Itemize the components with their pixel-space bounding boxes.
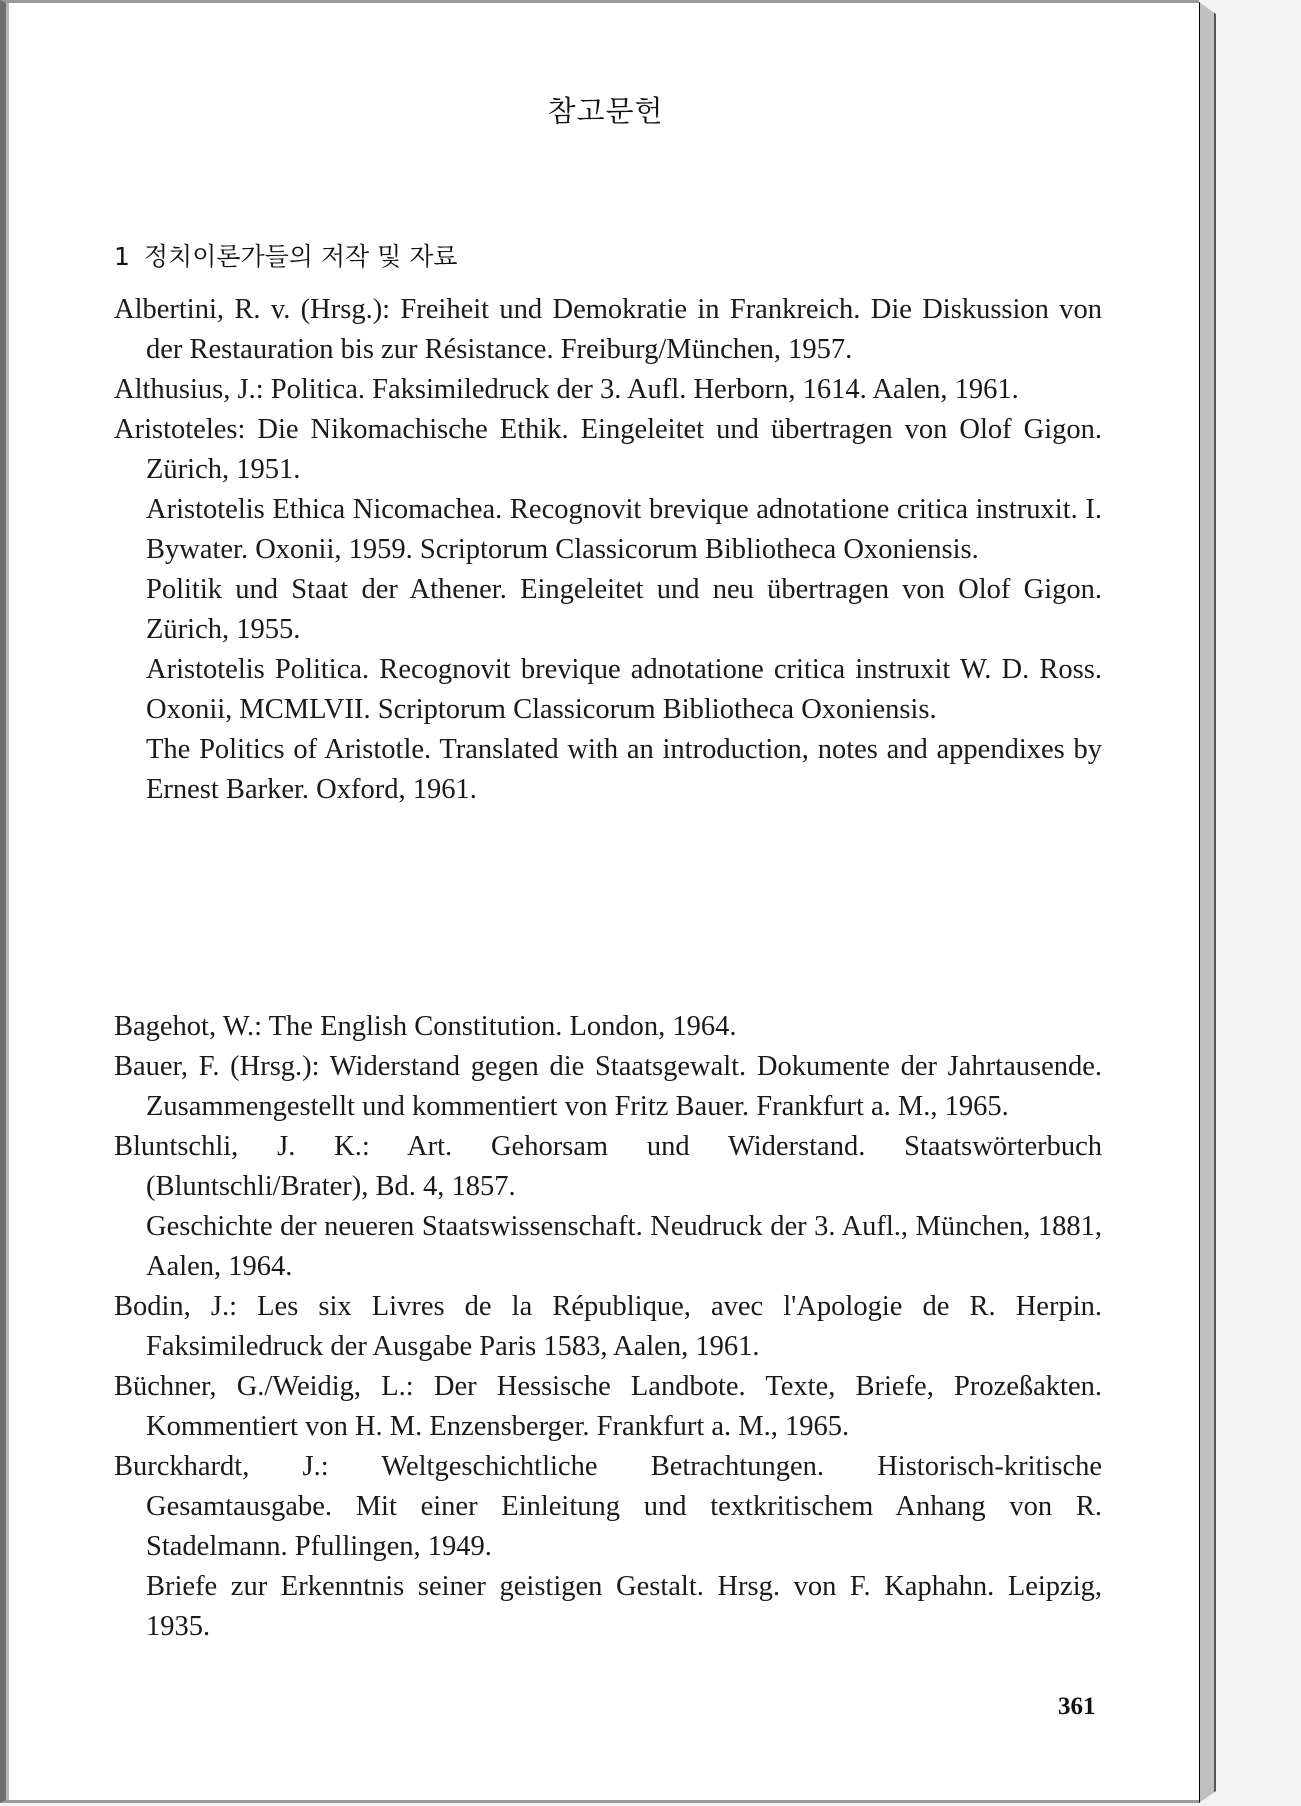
- page-number: 361: [1058, 1693, 1096, 1720]
- bib-entry-bagehot: Bagehot, W.: The English Constitution. London, 1964.: [114, 1011, 737, 1042]
- bib-entry-bodin: Bodin, J.: Les six Livres de la République, avec l'Apologie de R. Herpin. Faksimiledruck der Ausgabe Paris 1583, Aalen, 1961.: [114, 1291, 1102, 1362]
- page-title: 참고문헌: [547, 94, 664, 128]
- section-heading: [114, 237, 458, 273]
- bib-entry-albertini: Albertini, R. v. (Hrsg.): Freiheit und Demokratie in Frankreich. Die Diskussion von der Restauration bis zur Résistance. Freiburg/München, 1957.: [114, 294, 1102, 365]
- bib-entry-bauer: Bauer, F. (Hrsg.): Widerstand gegen die Staatsgewalt. Dokumente der Jahrtausende. Zusammengestellt und kommentiert von Fritz Bauer. Frankfurt a. M., 1965.: [114, 1051, 1102, 1122]
- bib-subentry-briefe: Briefe zur Erkenntnis seiner geistigen Gestalt. Hrsg. von F. Kaphahn. Leipzig, 1935.: [146, 1571, 1102, 1642]
- bib-subentry-geschichte-staatswissenschaft: Geschichte der neueren Staatswissenschaft. Neudruck der 3. Aufl., München, 1881, Aalen, 1964.: [146, 1211, 1102, 1282]
- bib-subentry-politik-und-staat: Politik und Staat der Athener. Eingeleitet und neu übertragen von Olof Gigon. Zürich, 1955.: [146, 574, 1102, 645]
- page-edge-decoration: [1199, 2, 1216, 1803]
- bib-entry-althusius: Althusius, J.: Politica. Faksimiledruck der 3. Aufl. Herborn, 1614. Aalen, 1961.: [114, 374, 1019, 405]
- bib-entry-burckhardt: Burckhardt, J.: Weltgeschichtliche Betrachtungen. Historisch-kritische Gesamtausgabe. Mit einer Einleitung und textkritischem Anhang von R. Stadelmann. Pfullingen, 1949.: [114, 1451, 1102, 1562]
- bib-subentry-ethica-nicomachea: Aristotelis Ethica Nicomachea. Recognovit brevique adnotatione critica instruxit. I. Bywater. Oxonii, 1959. Scriptorum Classicorum Bibliotheca Oxoniensis.: [146, 494, 1102, 565]
- section-heading-text: 정치이론가들의 저작 및 자료: [143, 242, 458, 271]
- bib-subentry-politics-of-aristotle: The Politics of Aristotle. Translated with an introduction, notes and appendixes by Ernest Barker. Oxford, 1961.: [146, 734, 1102, 805]
- section-number: 1: [114, 242, 130, 271]
- bib-entry-buechner: Büchner, G./Weidig, L.: Der Hessische Landbote. Texte, Briefe, Prozeßakten. Kommentiert von H. M. Enzensberger. Frankfurt a. M., 1965.: [114, 1371, 1102, 1442]
- bib-entry-aristoteles: Aristoteles: Die Nikomachische Ethik. Eingeleitet und übertragen von Olof Gigon. Zürich, 1951.: [114, 414, 1102, 485]
- bib-entry-bluntschli: Bluntschli, J. K.: Art. Gehorsam und Widerstand. Staatswörterbuch (Bluntschli/Brater), Bd. 4, 1857.: [114, 1131, 1102, 1202]
- bibliography-group-2: [114, 1007, 1102, 1647]
- bibliography-group-1: [114, 290, 1102, 810]
- bib-subentry-aristotelis-politica: Aristotelis Politica. Recognovit brevique adnotatione critica instruxit W. D. Ross. Oxonii, MCMLVII. Scriptorum Classicorum Bibliotheca Oxoniensis.: [146, 654, 1102, 725]
